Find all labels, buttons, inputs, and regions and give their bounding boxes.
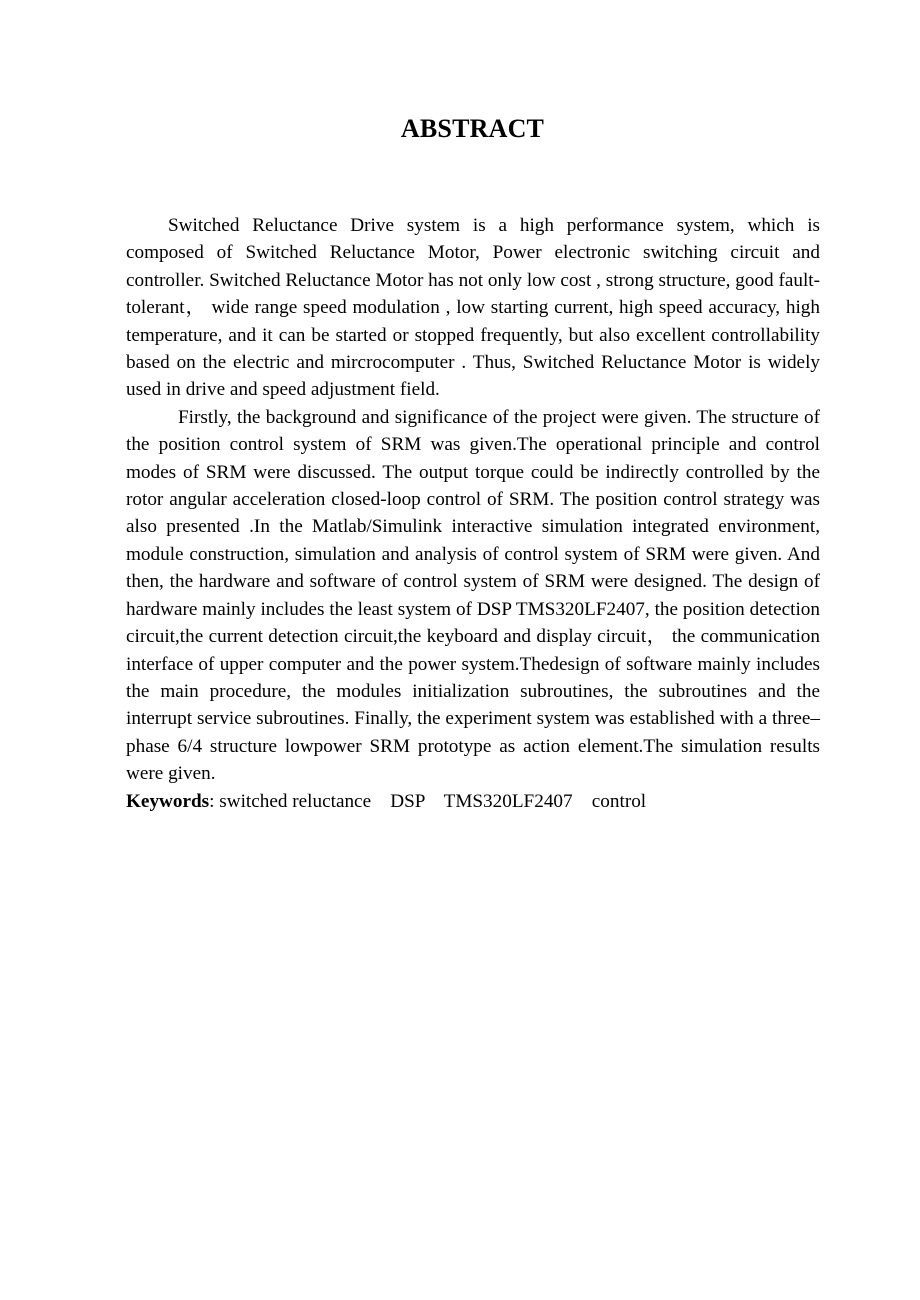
abstract-title: ABSTRACT [400,114,545,143]
keywords-label: Keywords [126,790,210,812]
abstract-paragraph-1: Switched Reluctance Drive system is a high performance system, which is composed of Switched Reluctance Motor, Power electronic switching circuit and controller. Switched Reluctance Motor has not only low cost , strong structure, good fault-tolerant， wide range speed modulation , low starting current, high speed accuracy, high temperature, and it can be started or stopped frequently, but also excellent controllability based on the electric and mircrocomputer . Thus, Switched Reluctance Motor is widely used in drive and speed adjustment field. [126,215,820,401]
abstract-paragraph-2: Firstly, the background and significance of the project were given. The structure of the position control system of SRM was given.The operational principle and control modes of SRM were discussed. The output torque could be indirectly controlled by the rotor angular acceleration closed-loop control of SRM. The position control strategy was also presented .In the Matlab/Simulink interactive simulation integrated environment, module construction, simulation and analysis of control system of SRM were given. And then, the hardware and software of control system of SRM were designed. The design of hardware mainly includes the least system of DSP TMS320LF2407, the position detection circuit,the current detection circuit,the keyboard and display circuit， the communication interface of upper computer and the power system.Thedesign of software mainly includes the main procedure, the modules initialization subroutines, the subroutines and the interrupt service subroutines. Finally, the experiment system was established with a three–phase 6/4 structure lowpower SRM prototype as action element.The simulation results were given. [126,406,820,785]
abstract-body [126,212,820,815]
keywords-line [126,788,820,815]
keywords-text: : switched reluctance DSP TMS320LF2407 control [209,790,647,812]
